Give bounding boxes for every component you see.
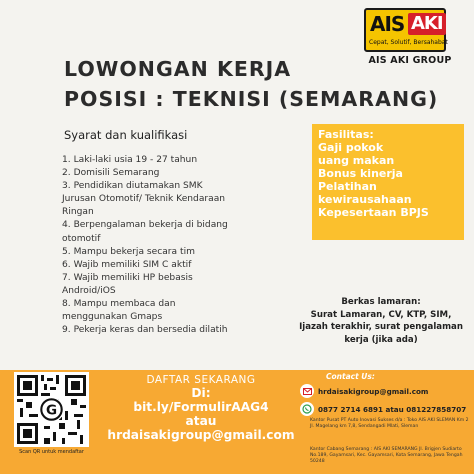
requirement-line: 5. Mampu bekerja secara tim — [62, 246, 195, 257]
contact-email: hrdaisakigroup@gmail.com — [318, 386, 429, 396]
logo-ais-text: AIS — [370, 12, 405, 36]
requirements-list — [62, 154, 312, 337]
register-label: DAFTAR SEKARANG — [146, 374, 256, 386]
company-name: AIS AKI GROUP — [368, 55, 452, 66]
position-title: POSISI : TEKNISI (SEMARANG) — [64, 87, 439, 111]
logo-tagline: Cepat, Solutif, Bersahabat — [369, 39, 448, 46]
register-link[interactable]: bit.ly/FormulirAAG4 — [133, 400, 269, 414]
requirement-line: Android/iOS — [62, 285, 116, 296]
requirements-heading: Syarat dan kualifikasi — [64, 128, 188, 142]
contact-title: Contact Us: — [326, 372, 375, 381]
contact-email-row[interactable] — [300, 384, 428, 398]
requirement-line: 2. Domisili Semarang — [62, 168, 160, 179]
facility-item: Gaji pokok — [318, 141, 384, 154]
requirement-line: menggunakan Gmaps — [62, 312, 163, 323]
register-block — [96, 374, 306, 442]
contact-block — [300, 372, 470, 464]
facility-item: Pelatihan — [318, 180, 377, 193]
requirement-line: otomotif — [62, 233, 101, 244]
requirement-line: 3. Pendidikan diutamakan SMK — [62, 181, 203, 192]
facility-item: Kepesertaan BPJS — [318, 206, 429, 219]
requirement-line: Ringan — [62, 207, 94, 218]
facility-item: uang makan — [318, 154, 395, 167]
facilities-title: Fasilitas: — [318, 128, 374, 141]
requirement-line: 9. Pekerja keras dan bersedia dilatih — [62, 325, 228, 336]
requirement-line: 1. Laki-laki usia 19 - 27 tahun — [62, 155, 198, 165]
documents-line: Ijazah terakhir, surat pengalaman — [299, 322, 463, 333]
company-logo — [364, 8, 446, 52]
requirement-line: 7. Wajib memiliki HP bebasis — [62, 272, 193, 283]
application-documents — [298, 296, 464, 346]
poster-title: LOWONGAN KERJA — [64, 57, 292, 81]
documents-line: kerja (jika ada) — [344, 334, 418, 345]
whatsapp-icon — [300, 402, 314, 416]
requirement-line: 4. Berpengalaman bekerja di bidang — [62, 220, 228, 231]
requirement-line: 6. Wajib memiliki SIM C aktif — [62, 259, 192, 270]
facility-item: kewirausahaan — [318, 193, 412, 206]
mail-icon — [300, 384, 314, 398]
requirement-line: Jurusan Otomotif/ Teknik Kendaraan — [62, 194, 226, 205]
register-or: atau — [185, 414, 217, 428]
register-via: Di: — [191, 386, 211, 400]
facilities-box — [312, 124, 464, 240]
documents-line: Berkas lamaran: — [341, 297, 421, 307]
head-office-address: Kantor Pusat PT Auto Inovasi Sukses d/a : Toko AIS AKI SLEMAN Km 2 Jl. Magelang km 7,8, Sendangadi Mlati, Sleman — [310, 418, 469, 429]
register-email[interactable]: hrdaisakigroup@gmail.com — [107, 428, 295, 442]
logo-aki-text: AKI — [408, 13, 446, 35]
qr-code-icon — [17, 375, 86, 444]
facility-item: Bonus kinerja — [318, 167, 403, 180]
qr-code[interactable] — [14, 372, 89, 447]
contact-phone-row[interactable] — [300, 402, 466, 416]
documents-line: Surat Lamaran, CV, KTP, SIM, — [310, 309, 452, 320]
qr-caption: Scan QR untuk mendaftar — [19, 449, 84, 455]
svg-text:G: G — [45, 402, 58, 419]
contact-phone: 0877 2714 6891 atau 081227858707 — [318, 404, 467, 414]
branch-office-address: Kantor Cabang Semarang : AIS AKI SEMARANG Jl. Brigjen Sudiarto No.189, Gayamsari, Kec. Gayamsari, Kota Semarang, Jawa Tengah 50248 — [310, 447, 463, 464]
requirement-line: 8. Mampu membaca dan — [62, 299, 176, 310]
